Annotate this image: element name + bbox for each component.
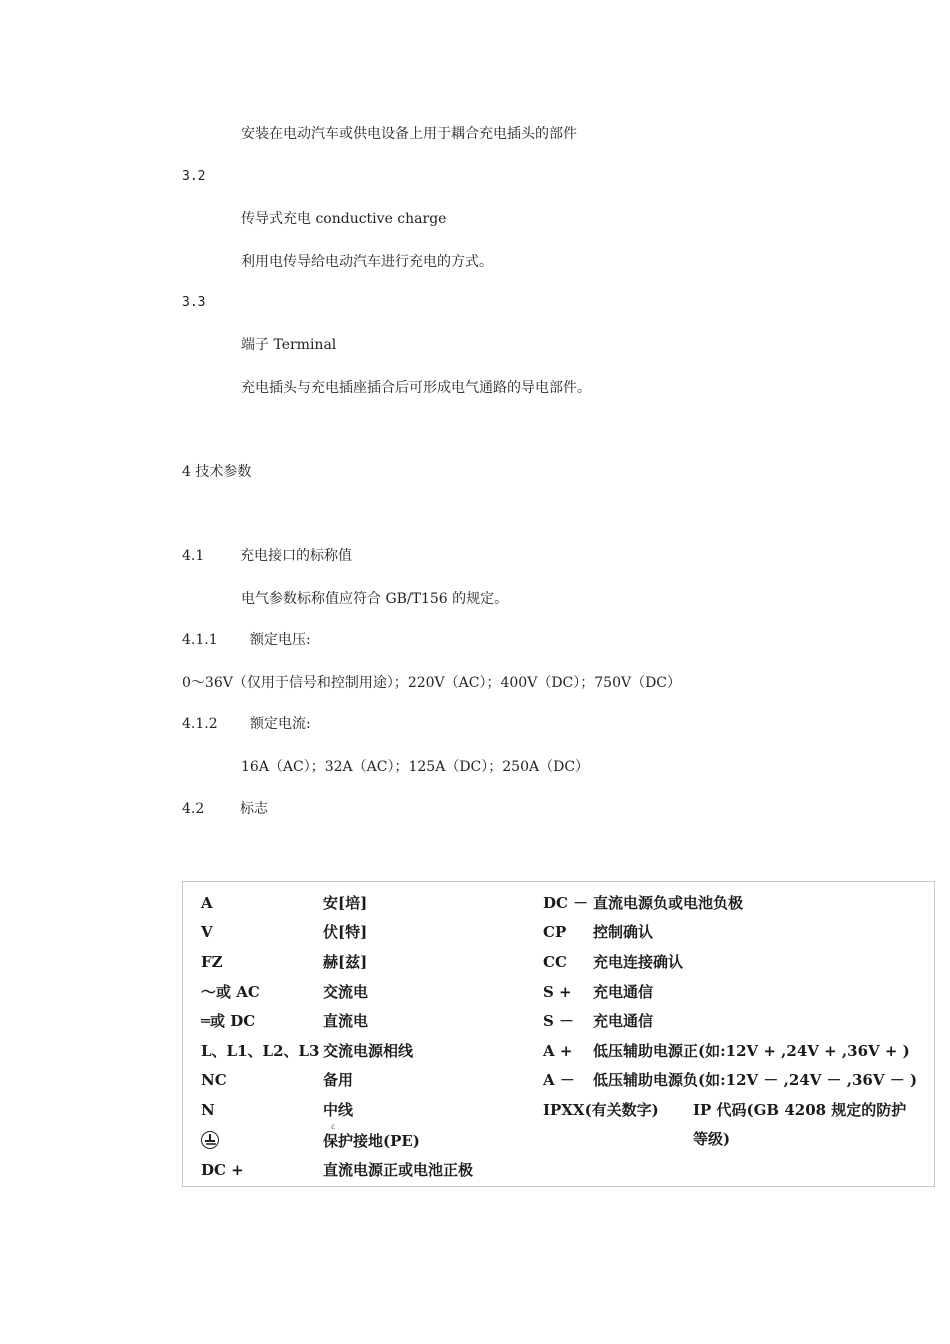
section-number: 4.1.1 (182, 632, 218, 648)
subsection-heading (182, 546, 352, 566)
symbol-meaning: 低压辅助电源正(如:12V + ,24V + ,36V + ) (593, 1042, 910, 1060)
symbol-meaning: 备用 (323, 1071, 354, 1089)
symbol-meaning: 直流电 (323, 1012, 369, 1030)
symbol-code: DC － (543, 894, 589, 912)
section-number: 3.2 (182, 169, 206, 184)
symbol-code: V (201, 923, 213, 941)
symbol-meaning: IP 代码(GB 4208 规定的防护 (693, 1101, 907, 1119)
symbol-code: CC (543, 953, 567, 971)
subsection-heading (182, 799, 268, 819)
symbol-meaning: 伏[特] (323, 923, 368, 941)
symbol-code (201, 1129, 219, 1149)
symbol-meaning: 保护接地(PE) (323, 1132, 420, 1150)
definition-text: 充电插头与充电插座插合后可形成电气通路的导电部件。 (241, 380, 591, 396)
paragraph: 电气参数标称值应符合 GB/T156 的规定。 (241, 591, 509, 607)
term-title: 端子 Terminal (241, 337, 337, 353)
symbol-code: IPXX(有关数字) (543, 1101, 659, 1119)
term-title-text: 传导式充电 conductive charge (241, 211, 447, 227)
section-number: 4.2 (182, 801, 205, 817)
section-title: 额定电流: (250, 716, 311, 732)
section-number: 3.3 (182, 295, 206, 310)
symbol-meaning: 直流电源正或电池正极 (323, 1161, 474, 1179)
symbol-meaning: 控制确认 (593, 923, 654, 941)
symbol-code: S + (543, 983, 572, 1001)
definition-text: 利用电传导给电动汽车进行充电的方式。 (241, 254, 493, 270)
symbol-meaning: 中线 (323, 1101, 354, 1119)
symbol-code: ═或 DC (201, 1012, 256, 1030)
paragraph: 16A（AC）；32A（AC）；125A（DC）；250A（DC） (241, 759, 590, 775)
section-heading: 4 技术参数 (182, 464, 252, 480)
symbol-meaning: 充电通信 (593, 983, 654, 1001)
symbol-code: DC + (201, 1161, 244, 1179)
symbol-meaning: 低压辅助电源负(如:12V － ,24V － ,36V － ) (593, 1071, 918, 1089)
paragraph: 0～36V（仅用于信号和控制用途）；220V（AC）；400V（DC）；750V（DC） (182, 675, 682, 691)
symbol-meaning: 赫[兹] (323, 953, 368, 971)
symbol-meaning: 安[培] (323, 894, 368, 912)
definition-text: 安装在电动汽车或供电设备上用于耦合充电插头的部件 (241, 126, 577, 142)
term-title (241, 209, 446, 229)
symbol-code: NC (201, 1071, 227, 1089)
symbol-code: L、L1、L2、L3 (201, 1042, 320, 1060)
symbol-meaning: 交流电 (323, 983, 369, 1001)
symbol-code: A + (543, 1042, 573, 1060)
section-title: 充电接口的标称值 (240, 548, 352, 564)
section-title: 标志 (240, 801, 268, 817)
subsection-heading (182, 714, 311, 734)
symbol-meaning: 交流电源相线 (323, 1042, 414, 1060)
section-number: 4.1 (182, 548, 205, 564)
scan-artifact: ε (331, 1122, 336, 1131)
symbol-table (182, 881, 935, 1187)
symbol-code: CP (543, 923, 567, 941)
symbol-meaning-continued: 等级) (693, 1130, 731, 1148)
protective-earth-icon (201, 1131, 219, 1149)
symbol-code: S － (543, 1012, 575, 1030)
section-title: 额定电压: (250, 632, 311, 648)
symbol-code: A － (543, 1071, 575, 1089)
symbol-meaning: 直流电源负或电池负极 (593, 894, 744, 912)
symbol-meaning: 充电通信 (593, 1012, 654, 1030)
symbol-code: A (201, 894, 213, 912)
symbol-code: ～或 AC (201, 983, 260, 1001)
section-number: 4.1.2 (182, 716, 218, 732)
symbol-code: FZ (201, 953, 223, 971)
symbol-code: N (201, 1101, 215, 1119)
symbol-meaning: 充电连接确认 (593, 953, 684, 971)
subsection-heading (182, 630, 311, 650)
